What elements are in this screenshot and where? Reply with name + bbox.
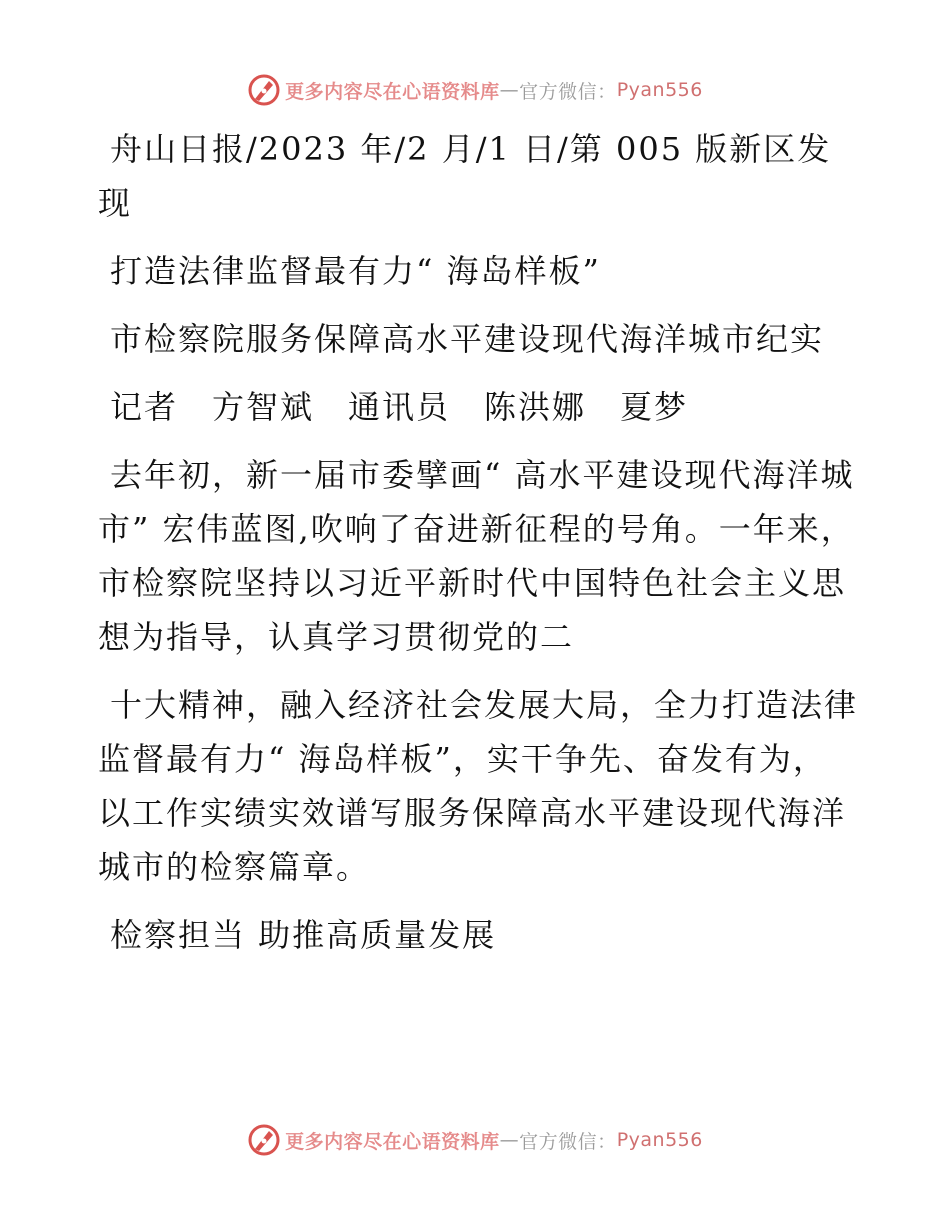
paragraph-1: 去年初，新一届市委擘画“ 高水平建设现代海洋城市” 宏伟蓝图,吹响了奋进新征程的号角。一年来，市检察院坚持以习近平新时代中国特色社会主义思想为指导，认真学习贯彻党的二 (98, 456, 855, 656)
pen-logo-icon (247, 73, 281, 107)
article-subtitle: 市检察院服务保障高水平建设现代海洋城市纪实 (110, 320, 825, 358)
byline: 记者 方智斌 通讯员 陈洪娜 夏梦 (110, 388, 689, 426)
paragraph-2: 十大精神，融入经济社会发展大局，全力打造法律监督最有力“ 海岛样板”，实干争先、奋发有为，以工作实绩实效谱写服务保障高水平建设现代海洋城市的检察篇章。 (98, 686, 859, 886)
article-body (98, 122, 858, 962)
article-title: 打造法律监督最有力“ 海岛样板” (110, 252, 601, 290)
watermark-main-text: 更多内容尽在心语资料库 (285, 1130, 500, 1153)
source-line: 舟山日报/2023 年/2 月/1 日/第 005 版新区发现 (98, 130, 832, 222)
watermark-id: Pyan556 (616, 79, 703, 101)
watermark-label: 官方微信： (519, 80, 617, 103)
watermark-dash: — (499, 1129, 520, 1151)
watermark-id: Pyan556 (616, 1129, 703, 1151)
watermark-footer (0, 1120, 950, 1160)
watermark-header (0, 70, 950, 110)
pen-logo-icon (247, 1123, 281, 1157)
watermark-dash: — (499, 79, 520, 101)
watermark-label: 官方微信： (519, 1130, 617, 1153)
section-heading: 检察担当 助推高质量发展 (110, 916, 497, 954)
watermark-main-text: 更多内容尽在心语资料库 (285, 80, 500, 103)
